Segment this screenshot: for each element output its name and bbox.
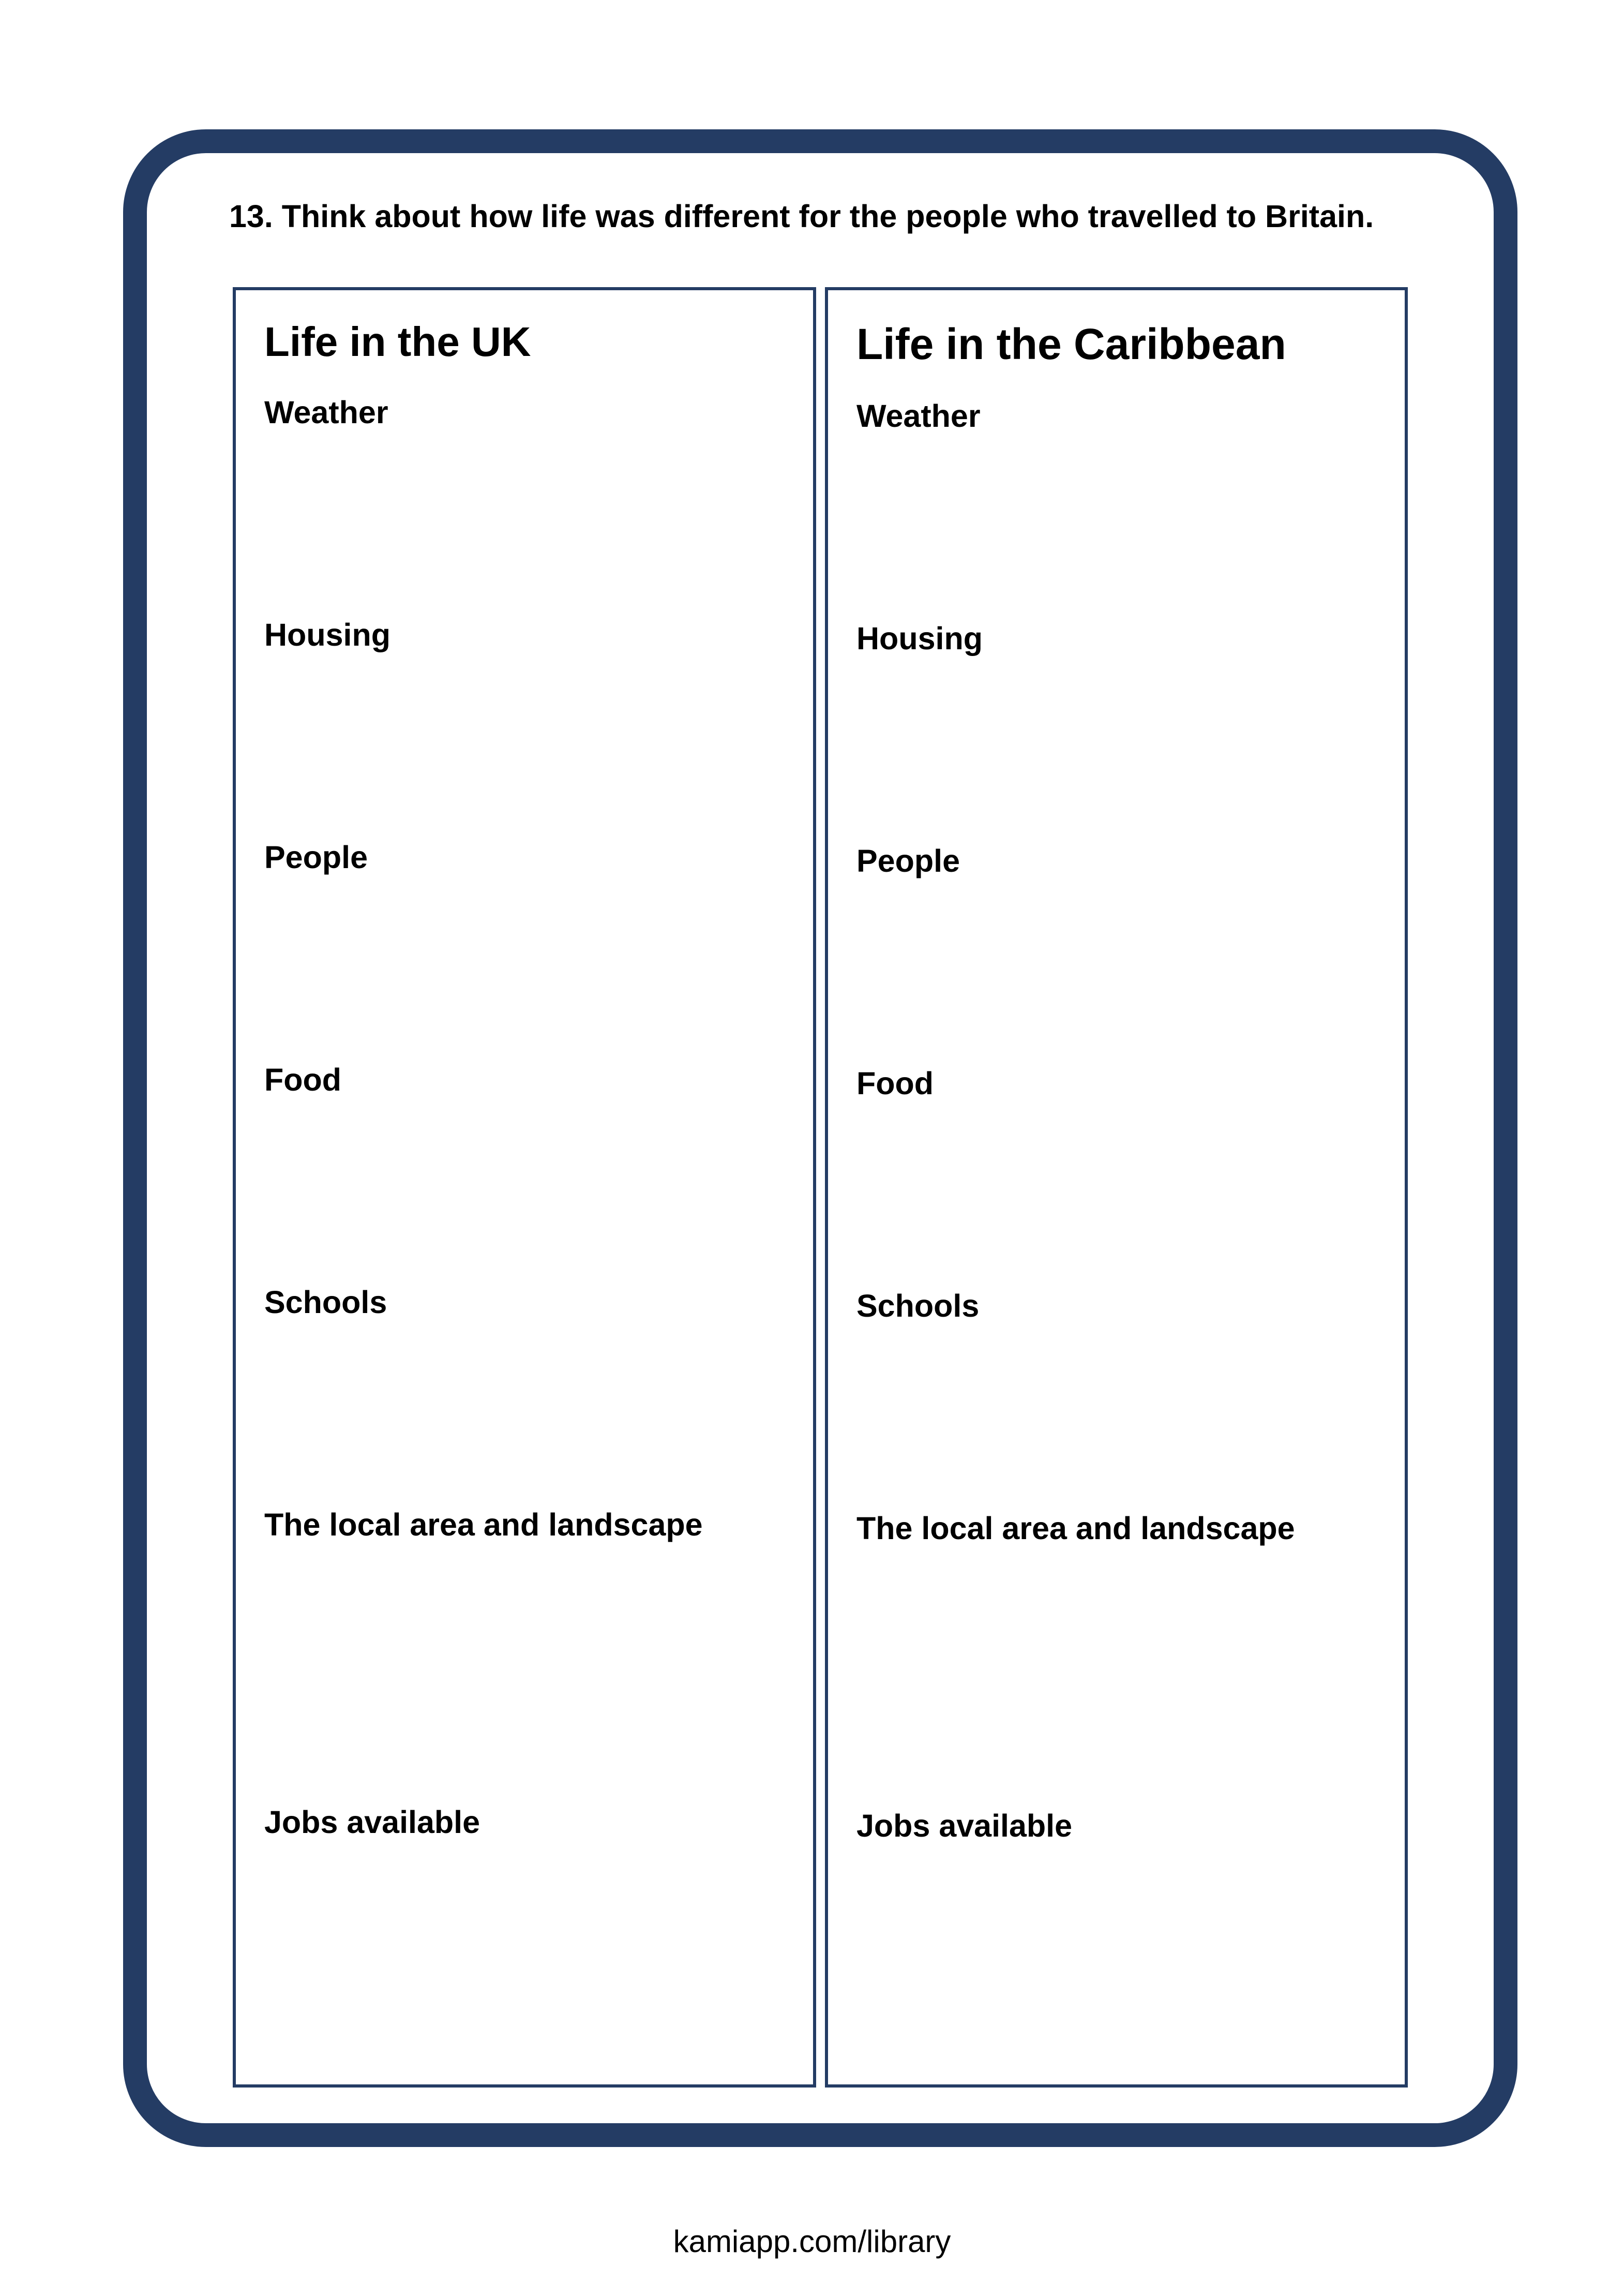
uk-schools-label: Schools <box>264 1285 387 1320</box>
uk-food-label: Food <box>264 1062 342 1097</box>
uk-column <box>233 287 816 2088</box>
uk-column-title: Life in the UK <box>264 319 531 365</box>
footer-url: kamiapp.com/library <box>673 2224 951 2259</box>
question-text: 13. Think about how life was different for the people who travelled to Britain. <box>229 199 1374 234</box>
caribbean-food-label: Food <box>856 1066 934 1101</box>
caribbean-column <box>825 287 1408 2088</box>
uk-people-label: People <box>264 840 368 875</box>
caribbean-local-area-label: The local area and landscape <box>856 1511 1295 1546</box>
caribbean-jobs-label: Jobs available <box>856 1808 1073 1843</box>
caribbean-column-title: Life in the Caribbean <box>856 320 1286 368</box>
caribbean-weather-label: Weather <box>856 398 981 434</box>
caribbean-housing-label: Housing <box>856 621 983 656</box>
caribbean-people-label: People <box>856 843 960 878</box>
uk-local-area-label: The local area and landscape <box>264 1507 703 1542</box>
uk-jobs-label: Jobs available <box>264 1805 480 1840</box>
caribbean-schools-label: Schools <box>856 1288 980 1323</box>
uk-housing-label: Housing <box>264 617 390 652</box>
uk-weather-label: Weather <box>264 395 388 430</box>
